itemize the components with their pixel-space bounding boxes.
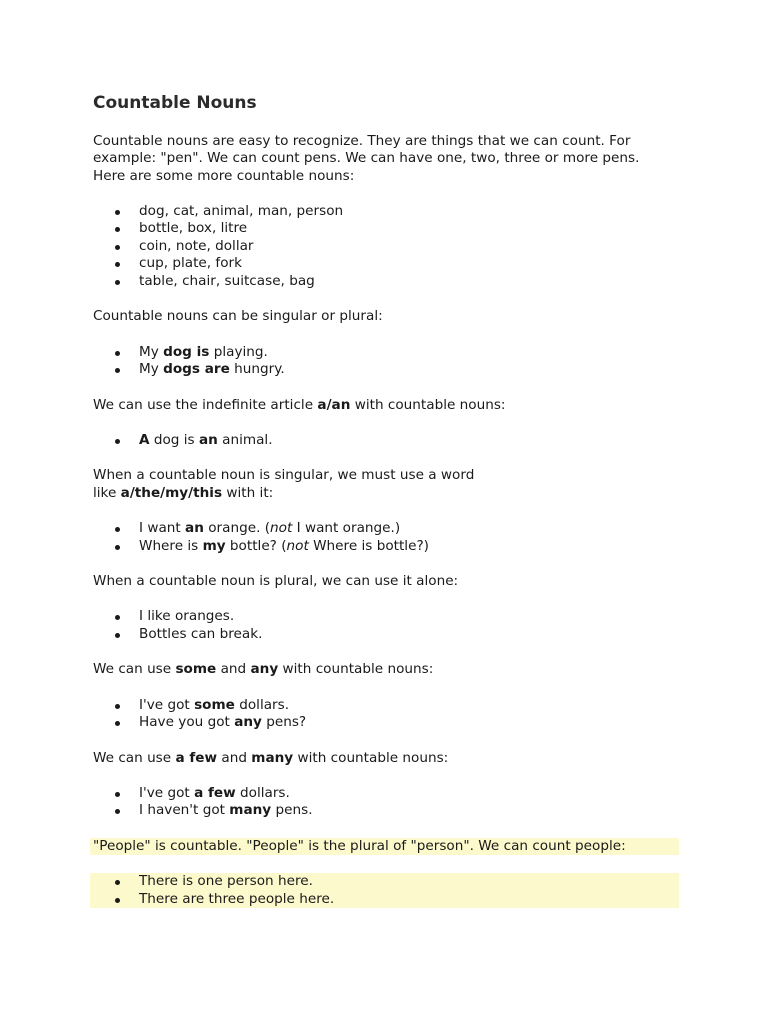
list-item: There is one person here. — [93, 873, 679, 891]
list-item: bottle, box, litre — [93, 220, 693, 238]
singular-plural-list — [93, 344, 693, 379]
intro-line-3: Here are some more countable nouns: — [93, 167, 355, 184]
list-item: My dogs are hungry. — [93, 361, 693, 379]
some-any-list — [93, 697, 693, 732]
list-item: I haven't got many pens. — [93, 802, 693, 820]
list-item: cup, plate, fork — [93, 255, 693, 273]
plural-rule-paragraph: When a countable noun is plural, we can use it alone: — [93, 573, 459, 590]
singular-plural-paragraph: Countable nouns can be singular or plural: — [93, 308, 383, 325]
list-item: Have you got any pens? — [93, 714, 693, 732]
list-item: There are three people here. — [93, 891, 679, 909]
list-item: I've got some dollars. — [93, 697, 693, 715]
few-many-paragraph: We can use a few and many with countable nouns: — [93, 749, 449, 766]
singular-rule-paragraph: When a countable noun is singular, we must use a word like a/the/my/this with it: — [93, 467, 475, 501]
article-list — [93, 432, 693, 450]
list-item: I've got a few dollars. — [93, 785, 693, 803]
list-item: I like oranges. — [93, 608, 693, 626]
singular-rule-list — [93, 520, 693, 555]
list-item: I want an orange. (not I want orange.) — [93, 520, 693, 538]
people-paragraph: "People" is countable. "People" is the plural of "person". We can count people: — [90, 838, 679, 855]
countable-examples-list — [93, 203, 693, 291]
list-item: dog, cat, animal, man, person — [93, 203, 693, 221]
list-item: My dog is playing. — [93, 344, 693, 362]
list-item: Where is my bottle? (not Where is bottle?) — [93, 538, 693, 556]
page-title: Countable Nouns — [93, 93, 257, 113]
intro-line-2: example: "pen". We can count pens. We can have one, two, three or more pens. — [93, 150, 640, 167]
list-item: Bottles can break. — [93, 626, 693, 644]
few-many-list — [93, 785, 693, 820]
plural-rule-list — [93, 608, 693, 643]
article-paragraph: We can use the indefinite article a/an with countable nouns: — [93, 396, 506, 413]
intro-paragraph — [93, 133, 693, 185]
list-item: A dog is an animal. — [93, 432, 693, 450]
intro-line-1: Countable nouns are easy to recognize. They are things that we can count. For — [93, 133, 631, 149]
some-any-paragraph: We can use some and any with countable nouns: — [93, 661, 434, 678]
people-list — [90, 873, 679, 908]
list-item: coin, note, dollar — [93, 238, 693, 256]
list-item: table, chair, suitcase, bag — [93, 273, 693, 291]
document-page — [93, 91, 693, 908]
